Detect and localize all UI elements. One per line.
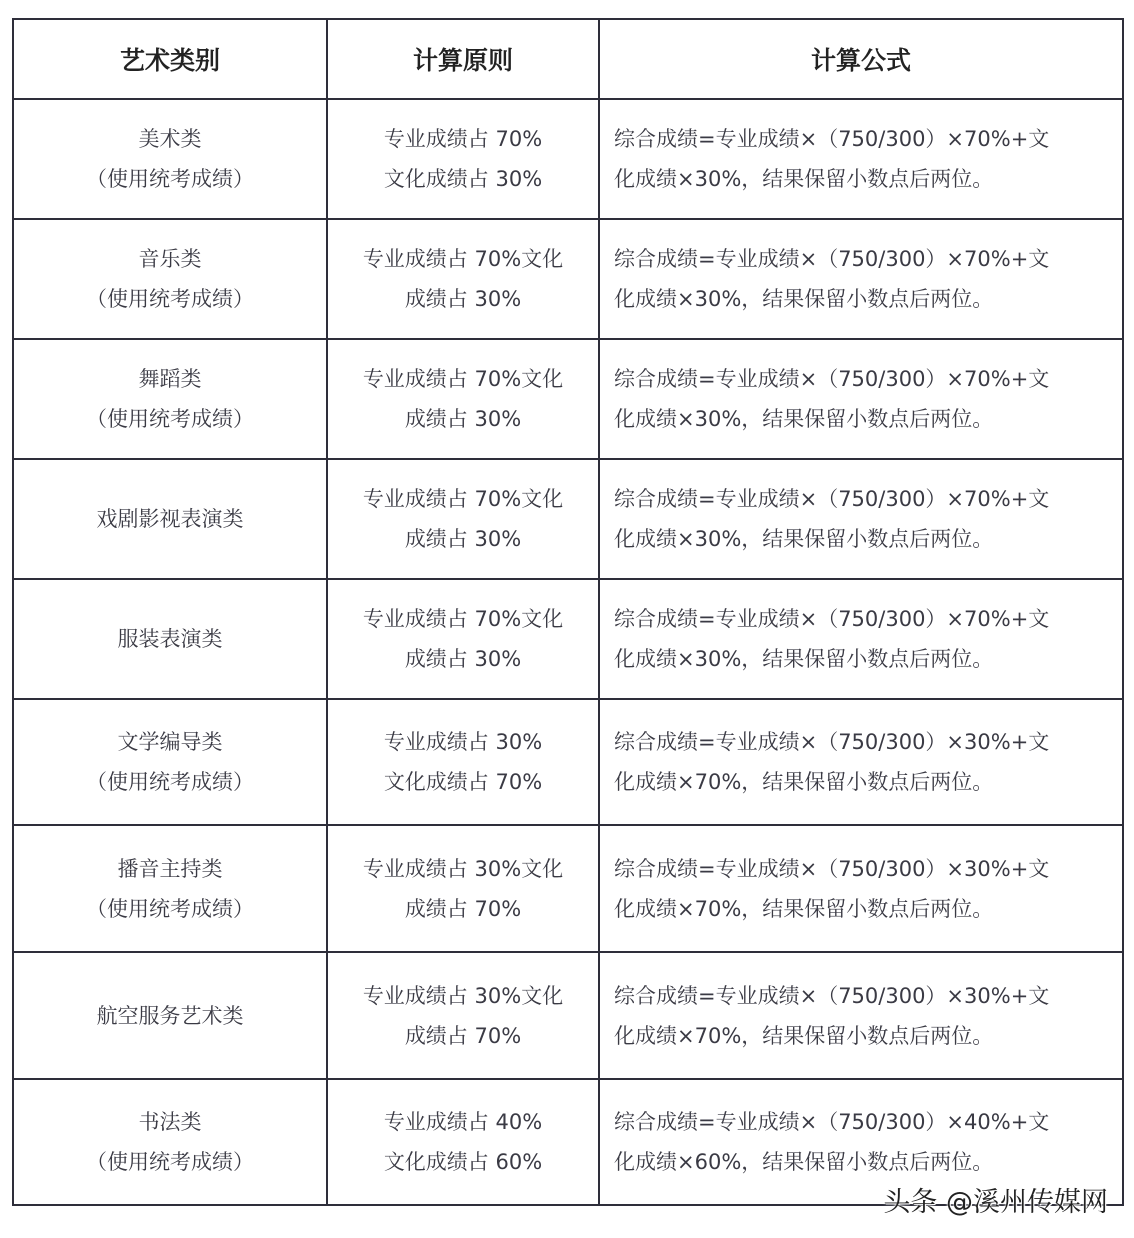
principle-cell [327, 952, 599, 1079]
formula-cell [599, 579, 1123, 699]
formula-cell-line: 化成绩×30%，结果保留小数点后两位。 [614, 647, 994, 671]
formula-cell [599, 699, 1123, 825]
category-cell-line: （使用统考成绩） [86, 896, 254, 921]
category-cell-line: （使用统考成绩） [86, 287, 254, 311]
formula-cell-line: 综合成绩=专业成绩×（750/300）×30%+文 [614, 856, 1050, 881]
principle-cell-line: 专业成绩占 40% [383, 1110, 543, 1134]
formula-cell [599, 339, 1123, 459]
category-cell [13, 952, 327, 1079]
category-cell-line: 美术类 [138, 127, 202, 151]
principle-cell [327, 579, 599, 699]
formula-cell [599, 952, 1123, 1079]
header-principle: 计算原则 [327, 19, 599, 99]
principle-cell-line: 专业成绩占 30% [383, 730, 543, 754]
formula-cell-line: 综合成绩=专业成绩×（750/300）×70%+文 [614, 607, 1050, 631]
category-cell-line: （使用统考成绩） [86, 1150, 254, 1174]
category-cell-line: 音乐类 [138, 247, 202, 271]
table-row [13, 459, 1123, 579]
category-cell [13, 825, 327, 952]
principle-cell-line: 专业成绩占 70% [383, 127, 543, 151]
formula-cell [599, 219, 1123, 339]
formula-cell-line: 化成绩×30%，结果保留小数点后两位。 [614, 287, 994, 311]
category-cell-line: （使用统考成绩） [86, 167, 254, 191]
score-formula-table [12, 18, 1124, 1206]
principle-cell-line: 专业成绩占 30%文化 [362, 983, 564, 1008]
principle-cell [327, 1079, 599, 1205]
formula-cell-line: 化成绩×70%，结果保留小数点后两位。 [614, 1023, 994, 1048]
principle-cell-line: 成绩占 30% [404, 407, 522, 431]
formula-cell-line: 综合成绩=专业成绩×（750/300）×70%+文 [614, 127, 1050, 151]
formula-cell-line: 综合成绩=专业成绩×（750/300）×70%+文 [614, 247, 1050, 271]
principle-cell [327, 339, 599, 459]
formula-cell-line: 化成绩×30%，结果保留小数点后两位。 [614, 527, 994, 551]
table-header-row [13, 19, 1123, 99]
principle-cell [327, 825, 599, 952]
category-cell-line: （使用统考成绩） [86, 407, 254, 431]
formula-cell-line: 综合成绩=专业成绩×（750/300）×70%+文 [614, 487, 1050, 511]
principle-cell-line: 成绩占 30% [404, 287, 522, 311]
principle-cell-line: 文化成绩占 60% [383, 1150, 543, 1174]
category-cell [13, 339, 327, 459]
table-row [13, 219, 1123, 339]
principle-cell [327, 459, 599, 579]
table-row [13, 99, 1123, 219]
principle-cell-line: 文化成绩占 30% [383, 167, 543, 191]
category-cell-line: 播音主持类 [117, 856, 223, 881]
formula-cell-line: 综合成绩=专业成绩×（750/300）×40%+文 [614, 1110, 1050, 1134]
category-cell-line: 舞蹈类 [138, 367, 202, 391]
principle-cell-line: 成绩占 30% [404, 647, 522, 671]
principle-cell-line: 专业成绩占 70%文化 [362, 487, 564, 511]
category-cell [13, 699, 327, 825]
header-art-category: 艺术类别 [13, 19, 327, 99]
formula-cell-line: 综合成绩=专业成绩×（750/300）×30%+文 [614, 730, 1050, 754]
formula-cell-line: 化成绩×70%，结果保留小数点后两位。 [614, 770, 994, 794]
table-row [13, 579, 1123, 699]
category-cell-line: 服装表演类 [117, 627, 223, 651]
principle-cell [327, 99, 599, 219]
formula-cell [599, 459, 1123, 579]
principle-cell-line: 专业成绩占 70%文化 [362, 607, 564, 631]
category-cell-line: 文学编导类 [117, 730, 223, 754]
formula-cell-line: 化成绩×30%，结果保留小数点后两位。 [614, 167, 994, 191]
principle-cell [327, 219, 599, 339]
category-cell [13, 1079, 327, 1205]
category-cell [13, 219, 327, 339]
formula-cell-line: 综合成绩=专业成绩×（750/300）×70%+文 [614, 367, 1050, 391]
table-row [13, 825, 1123, 952]
formula-cell [599, 825, 1123, 952]
principle-cell [327, 699, 599, 825]
category-cell-line: 戏剧影视表演类 [96, 507, 244, 531]
category-cell-line: 航空服务艺术类 [96, 1003, 244, 1028]
category-cell [13, 459, 327, 579]
table-row [13, 699, 1123, 825]
principle-cell-line: 文化成绩占 70% [383, 770, 543, 794]
category-cell-line: 书法类 [138, 1110, 202, 1134]
principle-cell-line: 成绩占 70% [404, 1023, 522, 1048]
formula-cell-line: 综合成绩=专业成绩×（750/300）×30%+文 [614, 983, 1050, 1008]
principle-cell-line: 专业成绩占 70%文化 [362, 367, 564, 391]
table-row [13, 339, 1123, 459]
principle-cell-line: 专业成绩占 30%文化 [362, 856, 564, 881]
table-row [13, 952, 1123, 1079]
formula-cell-line: 化成绩×70%，结果保留小数点后两位。 [614, 896, 994, 921]
formula-cell-line: 化成绩×60%，结果保留小数点后两位。 [614, 1150, 994, 1174]
principle-cell-line: 专业成绩占 70%文化 [362, 247, 564, 271]
formula-cell [599, 99, 1123, 219]
principle-cell-line: 成绩占 30% [404, 527, 522, 551]
category-cell [13, 99, 327, 219]
formula-cell-line: 化成绩×30%，结果保留小数点后两位。 [614, 407, 994, 431]
header-formula: 计算公式 [599, 19, 1123, 99]
principle-cell-line: 成绩占 70% [404, 896, 522, 921]
category-cell [13, 579, 327, 699]
watermark: 头条 @溪州传媒网 [883, 1187, 1108, 1218]
category-cell-line: （使用统考成绩） [86, 770, 254, 794]
